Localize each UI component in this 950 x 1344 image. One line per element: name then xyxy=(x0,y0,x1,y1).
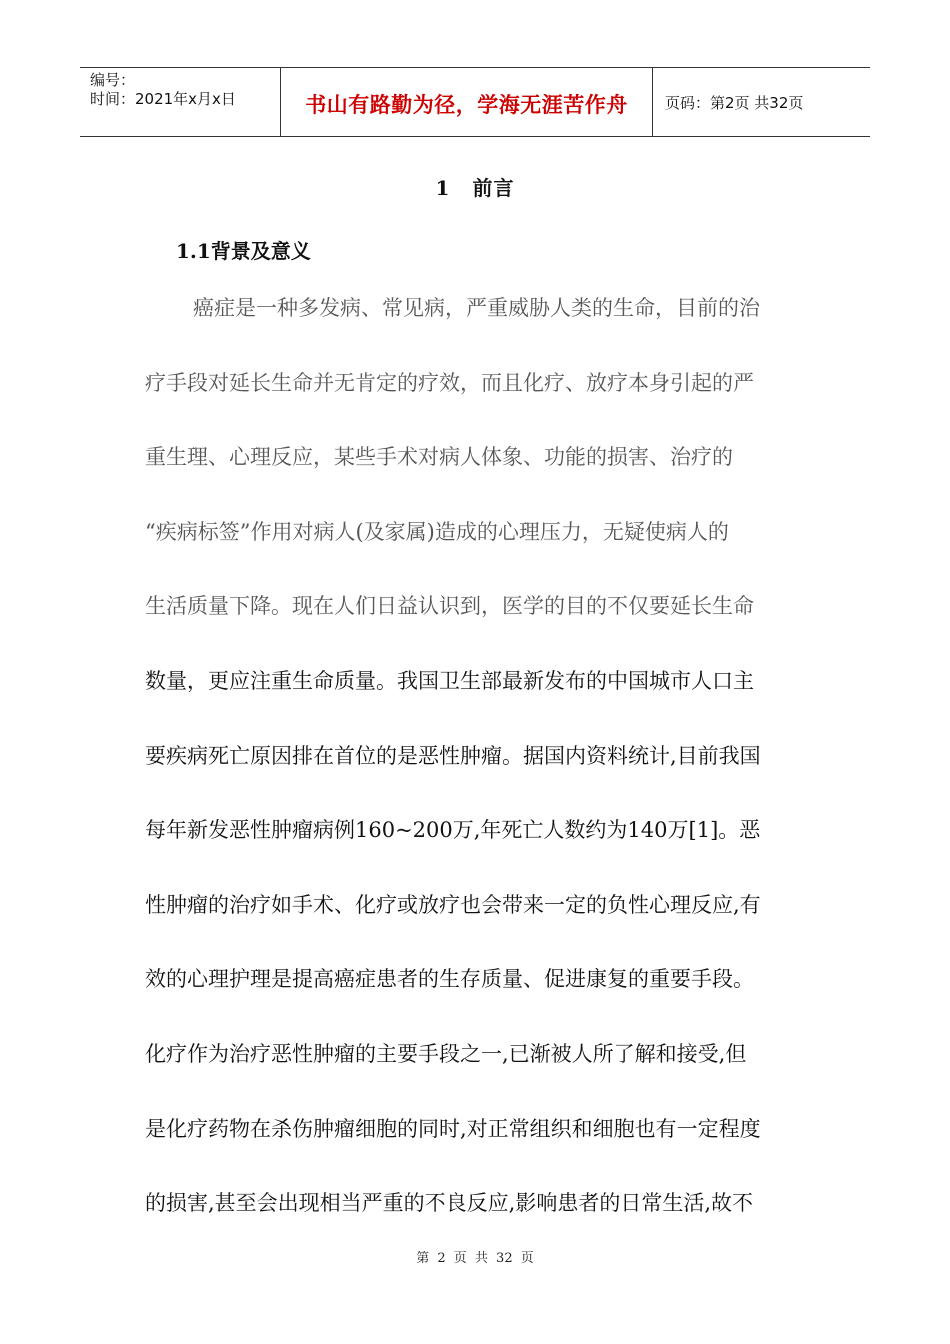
header-motto-cell xyxy=(281,68,653,136)
body-line: 性肿瘤的治疗如手术、化疗或放疗也会带来一定的负性心理反应,有 xyxy=(145,892,761,917)
body-line: 是化疗药物在杀伤肿瘤细胞的同时,对正常组织和细胞也有一定程度 xyxy=(145,1116,761,1141)
header-page-cell xyxy=(653,68,870,136)
body-paragraph xyxy=(145,286,807,1256)
body-line: 效的心理护理是提高癌症患者的生存质量、促进康复的重要手段。 xyxy=(145,967,754,992)
body-line: 疗手段对延长生命并无肯定的疗效，而且化疗、放疗本身引起的严 xyxy=(145,370,754,395)
header-page-info: 页码：第2页 共32页 xyxy=(665,93,804,112)
document-header xyxy=(80,67,870,137)
header-meta-cell xyxy=(80,68,281,136)
serial-number-label: 编号： xyxy=(90,71,136,89)
body-line: “疾病标签”作用对病人(及家属)造成的心理压力，无疑使病人的 xyxy=(145,519,729,544)
body-line: 化疗作为治疗恶性肿瘤的主要手段之一,已渐被人所了解和接受,但 xyxy=(145,1041,747,1066)
header-motto: 书山有路勤为径，学海无涯苦作舟 xyxy=(305,93,628,117)
page-footer: 第 2 页 共 32 页 xyxy=(416,1251,534,1266)
body-line: 癌症是一种多发病、常见病，严重威胁人类的生命，目前的治 xyxy=(193,296,760,320)
date-label: 时间：2021年x月x日 xyxy=(90,90,236,108)
body-line: 的损害,甚至会出现相当严重的不良反应,影响患者的日常生活,故不 xyxy=(145,1191,754,1216)
section-heading: 1.1背景及意义 xyxy=(176,239,311,263)
body-line: 生活质量下降。现在人们日益认识到，医学的目的不仅要延长生命 xyxy=(145,594,754,619)
chapter-number: 1 xyxy=(435,176,451,200)
chapter-title: 前言 xyxy=(472,176,515,200)
body-line: 要疾病死亡原因排在首位的是恶性肿瘤。据国内资料统计,目前我国 xyxy=(145,743,761,768)
body-line: 数量，更应注重生命质量。我国卫生部最新发布的中国城市人口主 xyxy=(145,668,754,693)
body-line: 重生理、心理反应，某些手术对病人体象、功能的损害、治疗的 xyxy=(145,445,733,470)
chapter-heading xyxy=(0,172,950,201)
body-line: 每年新发恶性肿瘤病例160~200万,年死亡人数约为140万[1]。恶 xyxy=(145,818,761,843)
